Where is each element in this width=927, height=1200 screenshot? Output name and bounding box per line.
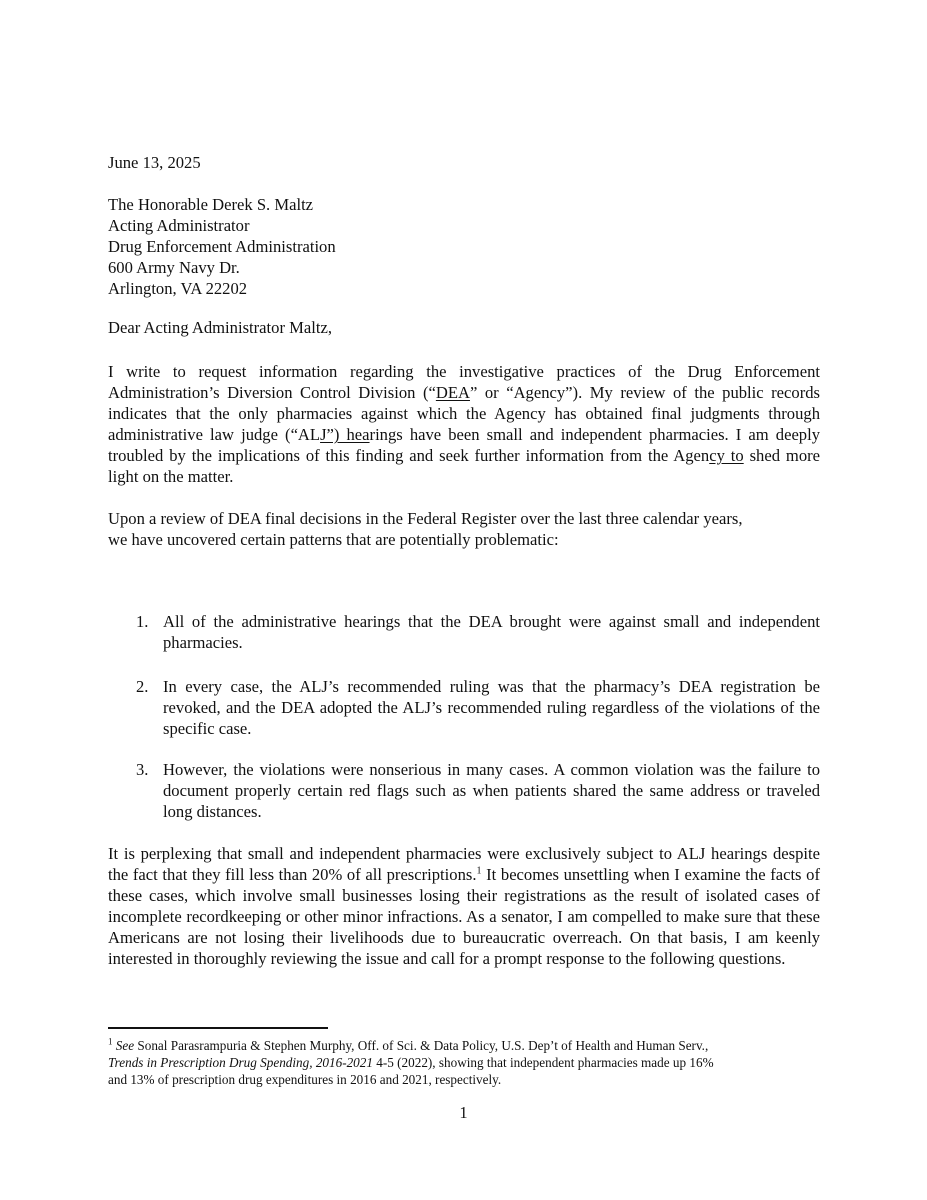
recipient-city: Arlington, VA 22202	[108, 279, 248, 298]
item2-line3: of the specific case.	[163, 698, 820, 738]
recipient-title: Acting Administrator	[108, 216, 250, 235]
recipient-address	[108, 194, 820, 299]
item3-line3: address or traveled long distances.	[163, 781, 820, 821]
paragraph-intro	[108, 361, 820, 487]
para3-line2a: despite the fact that they fill less than 20% of all prescriptions.	[108, 844, 820, 884]
list-number: 1.	[136, 612, 149, 631]
list-number: 3.	[136, 760, 149, 779]
list-text	[163, 676, 820, 739]
para3-line4: result of isolated cases of incomplete recordkeeping or other minor infractions. As a senator, I am	[108, 886, 820, 926]
para1-line2c: ” or “Agency”). My review	[469, 383, 666, 402]
para3-line3: examine the facts of these cases, which involve small businesses losing their registrations as the	[108, 865, 820, 905]
footnote-line1-rest: Sonal Parasrampuria & Stephen Murphy, Off. of Sci. & Data Policy, U.S. Dep’t of Health and Human Serv.,	[134, 1038, 709, 1053]
list-number: 2.	[136, 677, 149, 696]
footnote-divider	[108, 1027, 328, 1029]
para3-line1: It is perplexing that small and independent pharmacies were exclusively subject to ALJ hearings	[108, 844, 768, 863]
recipient-name: The Honorable Derek S. Maltz	[108, 195, 314, 214]
para2-line1: Upon a review of DEA final decisions in the Federal Register over the last three calendar years,	[108, 509, 743, 528]
salutation-text: Dear Acting Administrator Maltz,	[108, 318, 332, 337]
page-number: 1	[459, 1103, 468, 1122]
recipient-street: 600 Army Navy Dr.	[108, 258, 240, 277]
footnote-line1	[108, 1037, 820, 1054]
footnote-line2	[108, 1054, 820, 1071]
para1-line2a: Enforcement Administration’s Diversion Control Division (“	[108, 362, 820, 402]
item2-line2: revoked, and the DEA adopted the ALJ’s recommended ruling regardless of the violations	[163, 698, 776, 717]
para3-line5: compelled to make sure that these Americans are not losing their livelihoods due to bureaucratic	[108, 907, 821, 947]
paragraph-review	[108, 508, 820, 550]
list-text	[163, 759, 820, 822]
list-text	[163, 611, 820, 653]
recipient-agency: Drug Enforcement Administration	[108, 237, 336, 256]
para1-line6c: shed more light on the matter.	[108, 446, 821, 486]
footnote-reference[interactable]: 1	[476, 865, 482, 877]
para1-line1: I write to request information regarding the investigative practices of the Drug	[108, 362, 722, 381]
footnote-see: See	[115, 1038, 135, 1053]
footnote-line2-rest: 4-5 (2022), showing that independent pharmacies made up 16%	[372, 1055, 714, 1070]
date-text: June 13, 2025	[108, 153, 201, 172]
para1-dea-underlined: DEA	[435, 383, 470, 402]
item3-line1: However, the violations were nonserious in many cases. A common violation was the	[163, 760, 752, 779]
item3-line2: failure to document properly certain red flags such as when patients shared the same	[163, 760, 821, 800]
item1-line1: All of the administrative hearings that the DEA brought were against small and independent	[163, 612, 820, 631]
item2-line1: In every case, the ALJ’s recommended ruling was that the pharmacy’s DEA registration be	[163, 677, 820, 696]
paragraph-concern	[108, 843, 820, 969]
para3-line6: overreach. On that basis, I am keenly interested in thoroughly reviewing the issue and call for a	[108, 928, 820, 968]
para1-line3: of the public records indicates that the only pharmacies against which the Agency has obtained	[108, 383, 820, 423]
para1-line6a: further information from the Agen	[474, 446, 710, 465]
item1-line2: pharmacies.	[163, 633, 243, 652]
footnote	[108, 1037, 820, 1088]
salutation	[108, 317, 820, 338]
para1-line4c: rings have been small and	[369, 425, 554, 444]
para1-alj-underlined: J”) hea	[320, 425, 370, 444]
para1-line5: independent pharmacies. I am deeply troubled by the implications of this finding and seek	[108, 425, 821, 465]
footnote-report-title: Trends in Prescription Drug Spending, 2016-2021	[108, 1055, 373, 1070]
para3-line2b: It becomes unsettling when I	[481, 865, 680, 884]
para1-line4a: final judgments through administrative law judge (“AL	[108, 404, 820, 444]
para2-line2: we have uncovered certain patterns that are potentially problematic:	[108, 530, 559, 549]
footnote-line3: and 13% of prescription drug expenditures in 2016 and 2021, respectively.	[108, 1072, 502, 1087]
letter-date	[108, 152, 820, 173]
para1-agency-underlined: cy to	[709, 446, 744, 465]
para3-line7: prompt response to the following questions.	[494, 949, 786, 968]
footnote-marker: 1	[108, 1036, 113, 1047]
